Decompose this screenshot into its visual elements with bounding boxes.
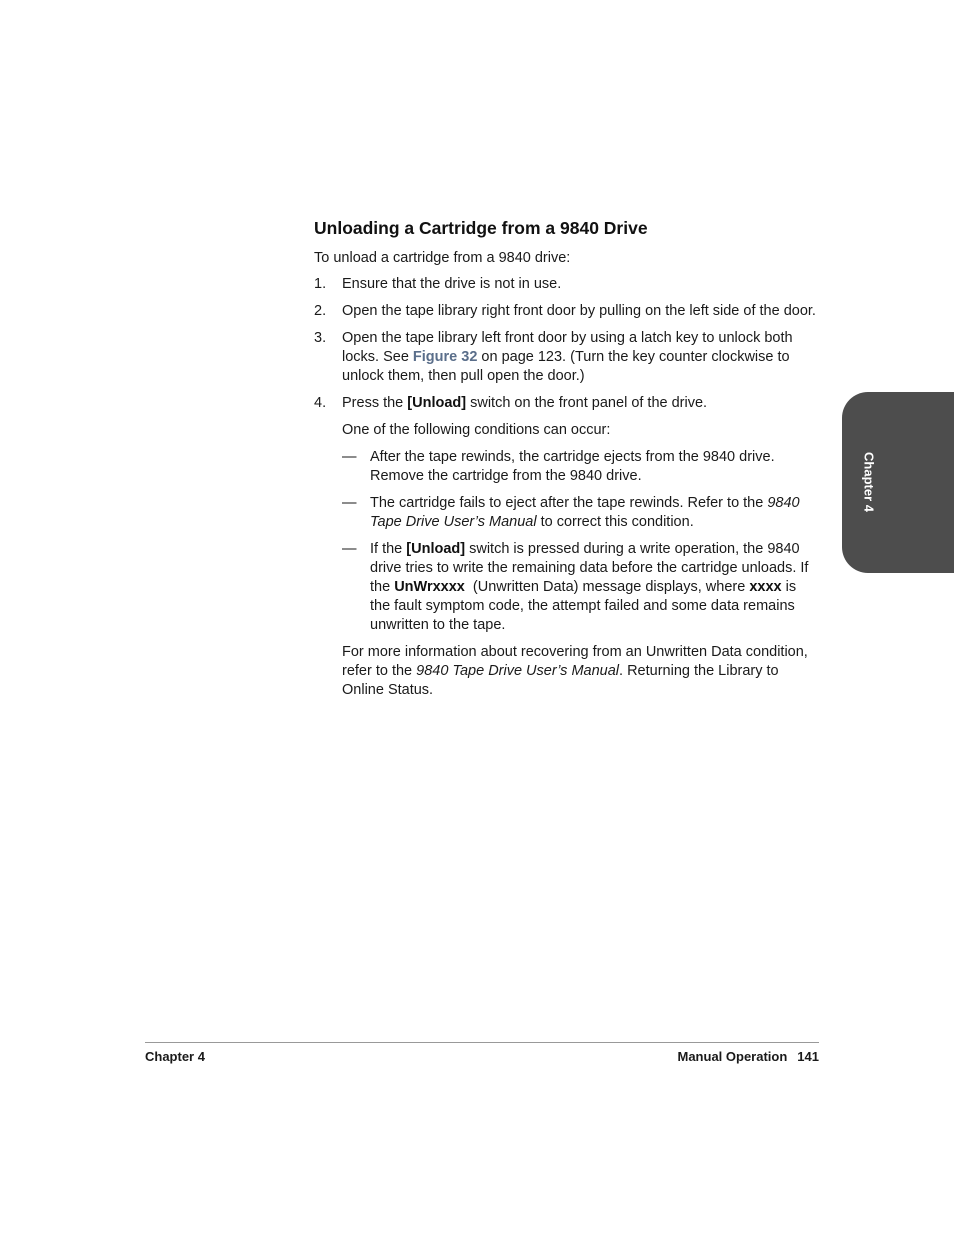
- step-number: 2.: [314, 303, 327, 319]
- manual-title: 9840 Tape Drive User’s Manual: [370, 495, 800, 530]
- condition-text: After the tape rewinds, the cartridge ejects from the 9840 drive. Remove the cartridge from the 9840 drive.: [370, 449, 775, 484]
- footer-section-title: Manual Operation: [677, 1049, 788, 1064]
- section-heading: Unloading a Cartridge from a 9840 Drive: [314, 218, 648, 238]
- footer-chapter: Chapter 4: [145, 1049, 205, 1064]
- condition-text-continued: is the fault symptom code, the attempt failed and some data remains unwritten to the tape.: [370, 579, 797, 633]
- condition-item: [342, 540, 819, 635]
- page-number: 141: [797, 1049, 819, 1064]
- dash-bullet: —: [342, 541, 357, 557]
- figure-32-link[interactable]: Figure 32: [412, 349, 478, 365]
- symptom-code: xxxx: [749, 579, 782, 595]
- step-text-continued: on page 123. (Turn the key counter clockwise to unlock them, then pull open the door.): [342, 349, 790, 384]
- step-3: [314, 329, 819, 386]
- more-info-paragraph: [314, 643, 819, 700]
- step-number: 4.: [314, 395, 327, 411]
- step-text: Ensure that the drive is not in use.: [342, 276, 562, 292]
- dash-bullet: —: [342, 449, 357, 465]
- footer-divider: [145, 1042, 819, 1043]
- condition-text-continued: (Unwritten Data) message displays, where: [464, 579, 750, 595]
- manual-title: 9840 Tape Drive User’s Manual: [416, 663, 620, 679]
- step-text: Press the: [342, 395, 408, 411]
- unload-switch-label: [Unload]: [406, 541, 466, 557]
- condition-text-continued: switch is pressed during a write operation, the 9840 drive tries to write the remaining data before the cartridge unloads. If the: [370, 541, 809, 595]
- procedure-steps: [314, 275, 819, 708]
- chapter-tab-label: Chapter 4: [861, 452, 877, 512]
- more-info-text: For more information about recovering from an Unwritten Data condition, refer to the: [342, 644, 808, 679]
- step-number: 1.: [314, 276, 327, 292]
- condition-text: The cartridge fails to eject after the tape rewinds. Refer to the: [370, 495, 768, 511]
- condition-item: [342, 494, 819, 532]
- conditions-intro: One of the following conditions can occur:: [342, 422, 611, 438]
- footer-page-info: [678, 1049, 820, 1064]
- step-1: [314, 275, 819, 294]
- step-text: Open the tape library right front door by pulling on the left side of the door.: [342, 303, 816, 319]
- condition-text-continued: to correct this condition.: [536, 514, 694, 530]
- condition-item: [342, 448, 819, 486]
- step-text-continued: switch on the front panel of the drive.: [466, 395, 708, 411]
- message-code: UnWrxxxx: [394, 579, 465, 595]
- more-info-text-continued: . Returning the Library to Online Status.: [342, 663, 779, 698]
- step-text: Open the tape library left front door by using a latch key to unlock both locks. See: [342, 330, 793, 365]
- dash-bullet: —: [342, 495, 357, 511]
- step-2: [314, 302, 819, 321]
- step-4: [314, 394, 819, 413]
- step-number: 3.: [314, 330, 327, 346]
- unload-switch-label: [Unload]: [407, 395, 467, 411]
- condition-text: If the: [370, 541, 407, 557]
- conditions-list: [314, 448, 819, 635]
- chapter-tab: [842, 392, 954, 573]
- intro-text: To unload a cartridge from a 9840 drive:: [314, 250, 571, 266]
